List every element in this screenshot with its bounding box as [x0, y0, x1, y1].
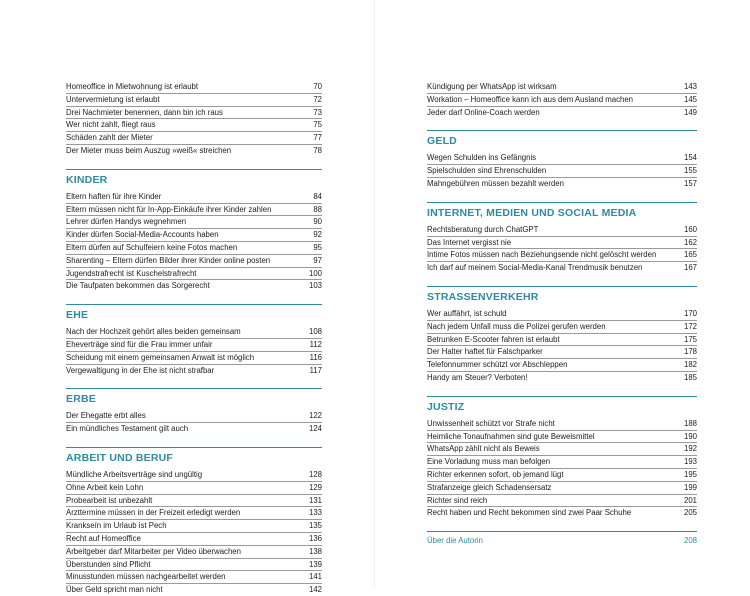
toc-entry[interactable] — [66, 410, 322, 423]
toc-entry[interactable] — [66, 495, 322, 508]
toc-section — [427, 396, 697, 519]
toc-entry-page: 90 — [304, 216, 322, 228]
toc-entry[interactable] — [66, 520, 322, 533]
toc-entry[interactable] — [427, 443, 697, 456]
toc-entry-title: Wegen Schulden ins Gefängnis — [427, 152, 679, 164]
toc-entry-title: Vergewaltigung in der Ehe ist nicht strafbar — [66, 365, 304, 377]
toc-entry-title: Scheidung mit einem gemeinsamen Anwalt ist möglich — [66, 352, 304, 364]
toc-entry-page: 188 — [679, 418, 697, 430]
toc-entry-title: Kinder dürfen Social-Media-Accounts haben — [66, 229, 304, 241]
toc-entry-page: 193 — [679, 456, 697, 468]
toc-author-entry[interactable] — [427, 531, 697, 547]
toc-entry-title: Nach der Hochzeit gehört alles beiden gemeinsam — [66, 326, 304, 338]
toc-entry[interactable] — [66, 546, 322, 559]
toc-section-heading: STRASSENVERKEHR — [427, 286, 697, 304]
toc-entry-title: Mündliche Arbeitsverträge sind ungültig — [66, 469, 304, 481]
toc-entry-title: Minusstunden müssen nachgearbeitet werden — [66, 571, 304, 583]
toc-entry-title: Mahngebühren müssen bezahlt werden — [427, 178, 679, 190]
toc-entry-page: 95 — [304, 242, 322, 254]
toc-entry-page: 122 — [304, 410, 322, 422]
toc-entry[interactable] — [66, 229, 322, 242]
toc-entry-title: Jugendstrafrecht ist Kuschelstrafrecht — [66, 268, 304, 280]
toc-section — [66, 304, 322, 376]
toc-entry-page: 195 — [679, 469, 697, 481]
toc-entry[interactable] — [66, 119, 322, 132]
toc-section-heading: ERBE — [66, 388, 322, 406]
toc-entry[interactable] — [66, 204, 322, 217]
toc-entry-page: 149 — [679, 107, 697, 119]
toc-entry-page: 128 — [304, 469, 322, 481]
toc-entry-title: Ohne Arbeit kein Lohn — [66, 482, 304, 494]
toc-entry[interactable] — [66, 216, 322, 229]
toc-entry-title: Recht haben und Recht bekommen sind zwei Paar Schuhe — [427, 507, 679, 519]
toc-entry[interactable] — [66, 242, 322, 255]
toc-entry-page: 116 — [304, 352, 322, 364]
toc-entry[interactable] — [66, 255, 322, 268]
toc-entry-title: Der Mieter muss beim Auszug »weiß« streichen — [66, 145, 304, 157]
toc-entry[interactable] — [66, 469, 322, 482]
toc-entry-title: Untervermietung ist erlaubt — [66, 94, 304, 106]
toc-entry-page: 135 — [304, 520, 322, 532]
toc-entry[interactable] — [66, 339, 322, 352]
toc-entry[interactable] — [427, 482, 697, 495]
toc-entry-title: Kündigung per WhatsApp ist wirksam — [427, 81, 679, 93]
toc-section-heading: EHE — [66, 304, 322, 322]
toc-entry[interactable] — [66, 326, 322, 339]
toc-entry[interactable] — [427, 456, 697, 469]
toc-entry[interactable] — [66, 559, 322, 572]
toc-entry[interactable] — [427, 308, 697, 321]
toc-entry-title: Probearbeit ist unbezahlt — [66, 495, 304, 507]
toc-entry-page: 205 — [679, 507, 697, 519]
toc-entry-page: 162 — [679, 237, 697, 249]
toc-entry-page: 77 — [304, 132, 322, 144]
toc-entry-title: Unwissenheit schützt vor Strafe nicht — [427, 418, 679, 430]
toc-entry-page: 192 — [679, 443, 697, 455]
toc-section — [66, 447, 322, 596]
toc-entry-page: 84 — [304, 191, 322, 203]
toc-entry-page: 143 — [679, 81, 697, 93]
toc-entry-page: 129 — [304, 482, 322, 494]
toc-entry-title: Krankseín im Urlaub ist Pech — [66, 520, 304, 532]
toc-entry[interactable] — [427, 334, 697, 347]
toc-entry-title: Jeder darf Online-Coach werden — [427, 107, 679, 119]
toc-entry-title: Strafanzeige gleich Schadensersatz — [427, 482, 679, 494]
toc-entry[interactable] — [427, 418, 697, 431]
toc-section — [427, 202, 697, 274]
toc-entry[interactable] — [427, 81, 697, 94]
toc-entry-page: 97 — [304, 255, 322, 267]
toc-entry[interactable] — [427, 152, 697, 165]
toc-entry-page: 165 — [679, 249, 697, 261]
toc-entry[interactable] — [427, 359, 697, 372]
toc-entry-title: Rechtsberatung durch ChatGPT — [427, 224, 679, 236]
toc-entry-title: Überstunden sind Pflicht — [66, 559, 304, 571]
toc-sections — [427, 130, 697, 519]
toc-entry[interactable] — [66, 280, 322, 292]
toc-entry-page: 131 — [304, 495, 322, 507]
toc-entry[interactable] — [427, 507, 697, 519]
toc-entry-title: Lehrer dürfen Handys wegnehmen — [66, 216, 304, 228]
toc-entry-page: 199 — [679, 482, 697, 494]
toc-entry[interactable] — [66, 145, 322, 157]
toc-section-heading: GELD — [427, 130, 697, 148]
toc-entry-title: Drei Nachmieter benennen, dann bin ich raus — [66, 107, 304, 119]
toc-entry[interactable] — [66, 507, 322, 520]
toc-entry-title: Über Geld spricht man nicht — [66, 584, 304, 596]
toc-entry-title: Intime Fotos müssen nach Beziehungsende nicht gelöscht werden — [427, 249, 679, 261]
toc-entry[interactable] — [66, 352, 322, 365]
toc-entry-title: Die Taufpaten bekommen das Sorgerecht — [66, 280, 304, 292]
toc-entry-title: Ich darf auf meinem Social-Media-Kanal Trendmusik benutzen — [427, 262, 679, 274]
toc-entry-page: 142 — [304, 584, 322, 596]
toc-entry-page: 117 — [304, 365, 322, 377]
toc-entry[interactable] — [66, 571, 322, 584]
toc-entry[interactable] — [427, 249, 697, 262]
toc-entry[interactable] — [427, 237, 697, 250]
toc-page-left — [0, 0, 375, 589]
toc-entry-page: 172 — [679, 321, 697, 333]
toc-entry-title: Eltern haften für ihre Kinder — [66, 191, 304, 203]
toc-entry-page: 112 — [304, 339, 322, 351]
toc-entry-page: 167 — [679, 262, 697, 274]
toc-entry[interactable] — [66, 268, 322, 281]
toc-entry-page: 73 — [304, 107, 322, 119]
toc-entry-title: Eltern müssen nicht für In-App-Einkäufe ihrer Kinder zahlen — [66, 204, 304, 216]
toc-entry-page: 178 — [679, 346, 697, 358]
toc-entry-title: Arbeitgeber darf Mitarbeiter per Video überwachen — [66, 546, 304, 558]
toc-entry-page: 124 — [304, 423, 322, 435]
toc-entry[interactable] — [66, 482, 322, 495]
toc-entry-page: 154 — [679, 152, 697, 164]
toc-entry-title: Der Ehegatte erbt alles — [66, 410, 304, 422]
toc-entry[interactable] — [66, 132, 322, 145]
toc-entry[interactable] — [427, 94, 697, 107]
toc-entry[interactable] — [66, 423, 322, 435]
toc-entry[interactable] — [66, 533, 322, 546]
toc-entry-title: Workation – Homeoffice kann ich aus dem Ausland machen — [427, 94, 679, 106]
toc-entry[interactable] — [427, 165, 697, 178]
toc-entry-title: Sharenting – Eltern dürfen Bilder ihrer Kinder online posten — [66, 255, 304, 267]
toc-entry[interactable] — [427, 321, 697, 334]
toc-entry[interactable] — [427, 372, 697, 384]
toc-entry-title: Richter erkennen sofort, ob jemand lügt — [427, 469, 679, 481]
toc-entry[interactable] — [427, 346, 697, 359]
toc-entry-page: 108 — [304, 326, 322, 338]
toc-entry-title: Schäden zahlt der Mieter — [66, 132, 304, 144]
toc-entry-page: 133 — [304, 507, 322, 519]
toc-entry[interactable] — [66, 94, 322, 107]
toc-entry-page: 170 — [679, 308, 697, 320]
toc-entry-page: 145 — [679, 94, 697, 106]
toc-entry-page: 139 — [304, 559, 322, 571]
toc-entry-page: 92 — [304, 229, 322, 241]
toc-entry-title: Arzttermine müssen in der Freizeit erledigt werden — [66, 507, 304, 519]
toc-page-right — [375, 0, 750, 589]
toc-sections — [66, 169, 322, 596]
toc-section — [427, 130, 697, 189]
toc-entry-title: Homeoffice in Mietwohnung ist erlaubt — [66, 81, 304, 93]
toc-entry-title: WhatsApp zählt nicht als Beweis — [427, 443, 679, 455]
toc-entry[interactable] — [427, 107, 697, 119]
toc-intro-group — [66, 81, 322, 157]
toc-entry-page: 201 — [679, 495, 697, 507]
toc-entry-page: 72 — [304, 94, 322, 106]
toc-entry-title: Der Halter haftet für Falschparker — [427, 346, 679, 358]
toc-entry[interactable] — [427, 262, 697, 274]
toc-entry[interactable] — [427, 224, 697, 237]
toc-entry-page: 185 — [679, 372, 697, 384]
toc-section-heading: INTERNET, MEDIEN UND SOCIAL MEDIA — [427, 202, 697, 220]
toc-entry-title: Wer nicht zahlt, fliegt raus — [66, 119, 304, 131]
toc-entry-page: 175 — [679, 334, 697, 346]
toc-entry-title: Eheverträge sind für die Frau immer unfair — [66, 339, 304, 351]
toc-entry[interactable] — [427, 431, 697, 444]
toc-entry-page: 75 — [304, 119, 322, 131]
toc-entry-title: Ein mündliches Testament gilt auch — [66, 423, 304, 435]
toc-entry-page: 138 — [304, 546, 322, 558]
toc-section-heading: KINDER — [66, 169, 322, 187]
toc-entry[interactable] — [66, 191, 322, 204]
toc-entry[interactable] — [66, 81, 322, 94]
toc-section — [66, 169, 322, 292]
toc-entry-page: 70 — [304, 81, 322, 93]
toc-entry-page: 100 — [304, 268, 322, 280]
toc-entry-page: 157 — [679, 178, 697, 190]
toc-entry-page: 136 — [304, 533, 322, 545]
toc-entry-title: Telefonnummer schützt vor Abschleppen — [427, 359, 679, 371]
toc-entry-title: Wer auffährt, ist schuld — [427, 308, 679, 320]
toc-entry-page: 78 — [304, 145, 322, 157]
toc-entry-title: Eltern dürfen auf Schulfeiern keine Fotos machen — [66, 242, 304, 254]
toc-entry[interactable] — [66, 107, 322, 120]
toc-entry-page: 160 — [679, 224, 697, 236]
toc-entry-title: Heimliche Tonaufnahmen sind gute Beweismittel — [427, 431, 679, 443]
toc-author-title: Über die Autorin — [427, 535, 483, 547]
toc-entry-page: 103 — [304, 280, 322, 292]
toc-entry-page: 141 — [304, 571, 322, 583]
toc-entry-title: Spielschulden sind Ehrenschulden — [427, 165, 679, 177]
toc-entry-page: 88 — [304, 204, 322, 216]
toc-section-heading: JUSTIZ — [427, 396, 697, 414]
toc-entry-title: Handy am Steuer? Verboten! — [427, 372, 679, 384]
toc-section — [427, 286, 697, 384]
toc-entry-title: Betrunken E-Scooter fahren ist erlaubt — [427, 334, 679, 346]
toc-entry-title: Eine Vorladung muss man befolgen — [427, 456, 679, 468]
toc-entry-title: Nach jedem Unfall muss die Polizei gerufen werden — [427, 321, 679, 333]
toc-entry-title: Das Internet vergisst nie — [427, 237, 679, 249]
toc-entry[interactable] — [427, 178, 697, 190]
toc-entry-title: Recht auf Homeoffice — [66, 533, 304, 545]
toc-section — [66, 388, 322, 435]
toc-entry-page: 155 — [679, 165, 697, 177]
toc-entry-title: Richter sind reich — [427, 495, 679, 507]
toc-entry[interactable] — [427, 495, 697, 508]
toc-author-page: 208 — [684, 535, 697, 547]
toc-entry-page: 190 — [679, 431, 697, 443]
toc-entry[interactable] — [66, 584, 322, 596]
toc-intro-group — [427, 81, 697, 118]
toc-entry-page: 182 — [679, 359, 697, 371]
toc-entry[interactable] — [66, 365, 322, 377]
toc-section-heading: ARBEIT UND BERUF — [66, 447, 322, 465]
toc-entry[interactable] — [427, 469, 697, 482]
